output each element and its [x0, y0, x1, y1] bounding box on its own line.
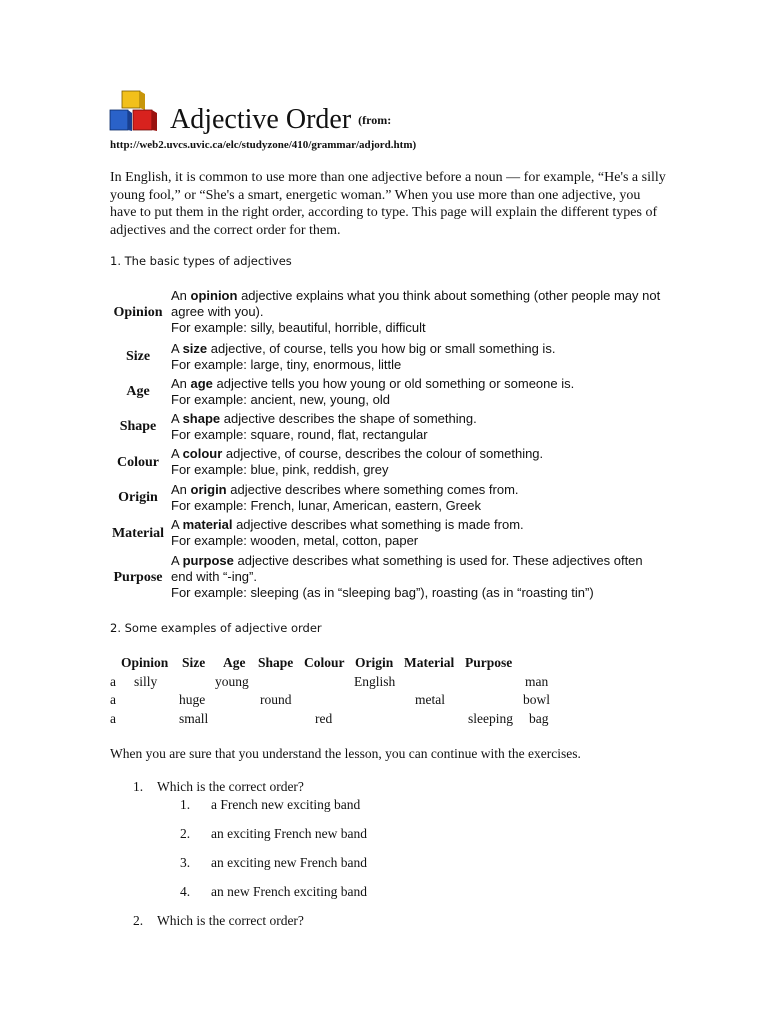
- example-cell: a: [110, 711, 116, 726]
- type-desc-purpose: A purpose adjective describes what something is used for. These adjectives often end with “-ing”. For example: sleeping (as in “sleeping bag”), roasting (as in “roasting tin”): [171, 553, 643, 600]
- option-number: 3.: [180, 855, 191, 870]
- option-number: 2.: [180, 826, 191, 841]
- section-heading-types: 1. The basic types of adjectives: [110, 254, 292, 268]
- example-header-size: Size: [182, 655, 206, 670]
- example-cell: red: [315, 711, 333, 726]
- type-desc-opinion: An opinion adjective explains what you think about something (other people may not agree with you). For example: silly, beautiful, horrible, difficult: [171, 288, 661, 335]
- question-number: 1.: [133, 779, 144, 794]
- example-header-age: Age: [223, 655, 246, 670]
- type-desc-material: A material adjective describes what something is made from. For example: wooden, metal, cotton, paper: [171, 517, 524, 548]
- example-cell: sleeping: [468, 711, 513, 726]
- example-cell: man: [525, 674, 549, 689]
- type-name-opinion: Opinion: [113, 305, 163, 320]
- type-name-material: Material: [111, 526, 165, 541]
- example-cell: huge: [179, 692, 206, 707]
- type-name-colour: Colour: [117, 455, 159, 470]
- page-title: [170, 104, 391, 136]
- intro-paragraph: In English, it is common to use more than one adjective before a noun — for example, “He's a silly young fool,” or “She's a smart, energetic woman.” When you use more than one adjective, you have to put them in the right order, according to type. This page will explain the different types of adjectives and the correct order for them.: [110, 170, 666, 238]
- example-cell: silly: [134, 674, 158, 689]
- option-text: an exciting French new band: [211, 826, 367, 841]
- option-text: a French new exciting band: [211, 797, 361, 812]
- example-cell: a: [110, 674, 116, 689]
- type-desc-age: An age adjective tells you how young or old something or someone is. For example: ancient, new, young, old: [171, 376, 575, 407]
- type-name-size: Size: [125, 349, 151, 364]
- type-name-shape: Shape: [119, 419, 157, 434]
- type-name-origin: Origin: [118, 490, 158, 505]
- question-text: Which is the correct order?: [157, 779, 304, 794]
- option-number: 4.: [180, 884, 191, 899]
- type-name-age: Age: [126, 384, 150, 399]
- alphabet-blocks-icon: [109, 90, 159, 132]
- question-text: Which is the correct order?: [157, 913, 304, 928]
- example-header-material: Material: [404, 655, 455, 670]
- title-from: (from:: [358, 113, 392, 127]
- example-header-purpose: Purpose: [465, 655, 513, 670]
- section-heading-examples: 2. Some examples of adjective order: [110, 621, 322, 635]
- type-name-purpose: Purpose: [113, 570, 163, 585]
- example-cell: a: [110, 692, 116, 707]
- option-text: an exciting new French band: [211, 855, 367, 870]
- example-cell: round: [260, 692, 292, 707]
- example-cell: bag: [529, 711, 549, 726]
- example-header-origin: Origin: [355, 655, 394, 670]
- example-cell: small: [179, 711, 209, 726]
- example-cell: bowl: [523, 692, 550, 707]
- type-desc-colour: A colour adjective, of course, describes the colour of something. For example: blue, pink, reddish, grey: [171, 446, 544, 477]
- type-desc-origin: An origin adjective describes where something comes from. For example: French, lunar, American, eastern, Greek: [171, 482, 519, 513]
- example-cell: English: [354, 674, 396, 689]
- type-desc-shape: A shape adjective describes the shape of something. For example: square, round, flat, rectangular: [171, 411, 477, 442]
- continue-note: When you are sure that you understand the lesson, you can continue with the exercises.: [110, 746, 581, 761]
- example-header-shape: Shape: [258, 655, 294, 670]
- example-header-colour: Colour: [304, 655, 345, 670]
- source-url: http://web2.uvcs.uvic.ca/elc/studyzone/410/grammar/adjord.htm): [110, 139, 417, 151]
- option-number: 1.: [180, 797, 191, 812]
- option-text: an new French exciting band: [211, 884, 367, 899]
- type-desc-size: A size adjective, of course, tells you how big or small something is. For example: large, tiny, enormous, little: [171, 341, 556, 372]
- example-header-opinion: Opinion: [121, 655, 169, 670]
- example-cell: young: [215, 674, 249, 689]
- question-number: 2.: [133, 913, 144, 928]
- example-cell: metal: [415, 692, 445, 707]
- title-text: Adjective Order: [170, 104, 352, 135]
